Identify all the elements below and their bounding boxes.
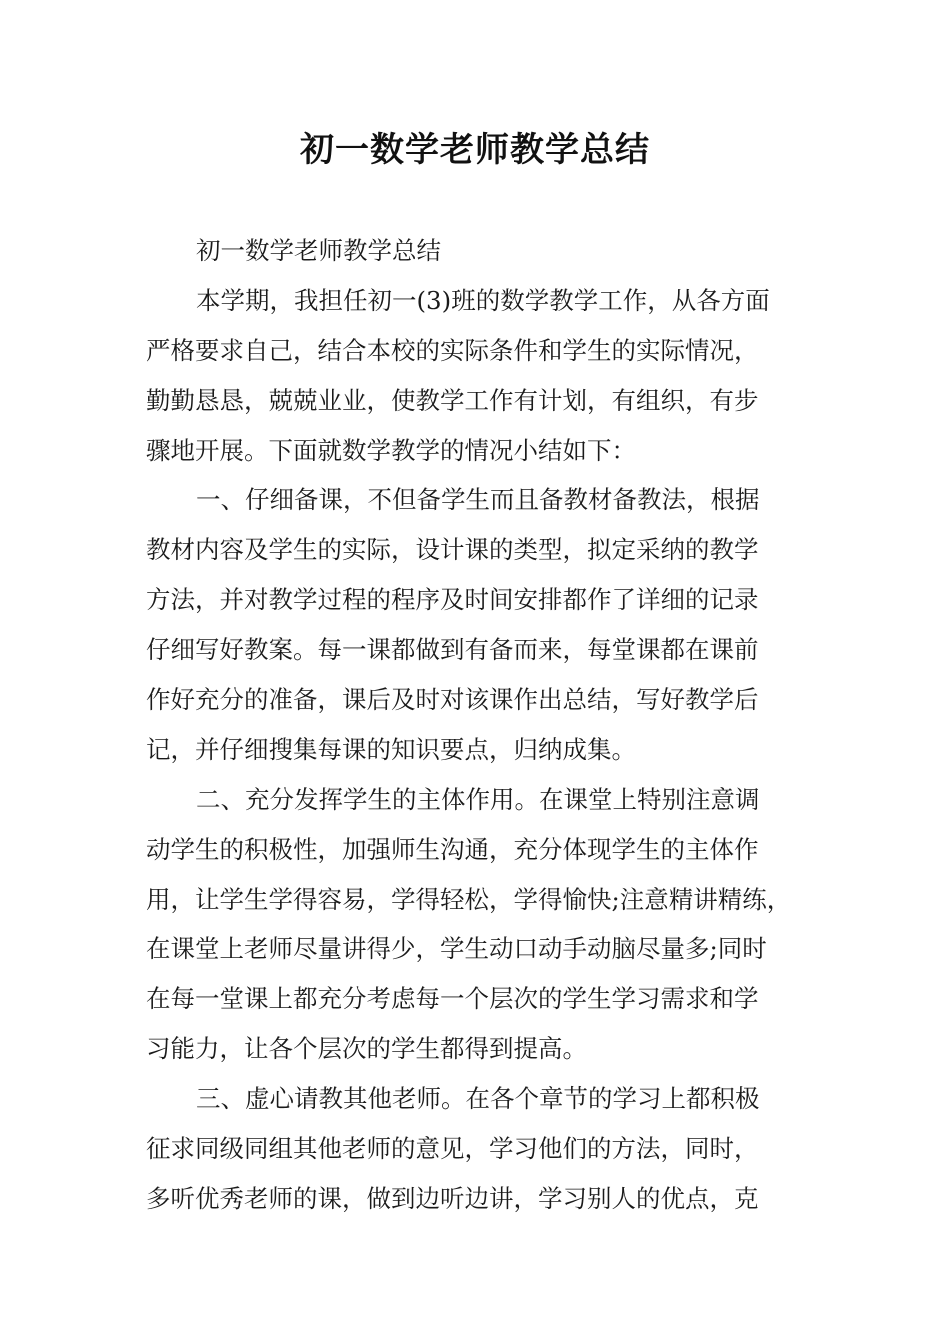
paragraph-line: 用，让学生学得容易，学得轻松，学得愉快;注意精讲精练，	[146, 884, 792, 914]
paragraph-line: 多听优秀老师的课，做到边听边讲，学习别人的优点，克	[146, 1183, 759, 1213]
document-body	[146, 226, 824, 1224]
paragraph-line: 仔细写好教案。每一课都做到有备而来，每堂课都在课前	[146, 635, 759, 665]
paragraph-line: 习能力，让各个层次的学生都得到提高。	[146, 1034, 587, 1064]
paragraph-line: 在每一堂课上都充分考虑每一个层次的学生学习需求和学	[146, 984, 759, 1014]
paragraph-line: 方法，并对教学过程的程序及时间安排都作了详细的记录	[146, 585, 759, 615]
paragraph-line: 本学期，我担任初一(3)班的数学教学工作，从各方面	[196, 285, 770, 315]
paragraph-line: 三、虚心请教其他老师。在各个章节的学习上都积极	[196, 1084, 760, 1114]
paragraph-line: 勤勤恳恳，兢兢业业，使教学工作有计划，有组织，有步	[146, 385, 759, 415]
paragraph-line: 骤地开展。下面就数学教学的情况小结如下：	[146, 435, 636, 465]
paragraph-line: 征求同级同组其他老师的意见，学习他们的方法，同时，	[146, 1134, 759, 1164]
paragraph-line: 二、充分发挥学生的主体作用。在课堂上特别注意调	[196, 784, 760, 814]
paragraph-line: 作好充分的准备，课后及时对该课作出总结，写好教学后	[146, 685, 759, 715]
heading-line: 初一数学老师教学总结	[196, 236, 441, 265]
document-title: 初一数学老师教学总结	[300, 130, 650, 170]
paragraph-line: 教材内容及学生的实际，设计课的类型，拟定采纳的教学	[146, 535, 759, 565]
paragraph-line: 记，并仔细搜集每课的知识要点，归纳成集。	[146, 734, 636, 764]
paragraph-line: 动学生的积极性，加强师生沟通，充分体现学生的主体作	[146, 834, 759, 864]
paragraph-line: 严格要求自己，结合本校的实际条件和学生的实际情况，	[146, 335, 759, 365]
paragraph-line: 在课堂上老师尽量讲得少，学生动口动手动脑尽量多;同时	[146, 934, 767, 964]
paragraph-line: 一、仔细备课，不但备学生而且备教材备教法，根据	[196, 485, 760, 515]
